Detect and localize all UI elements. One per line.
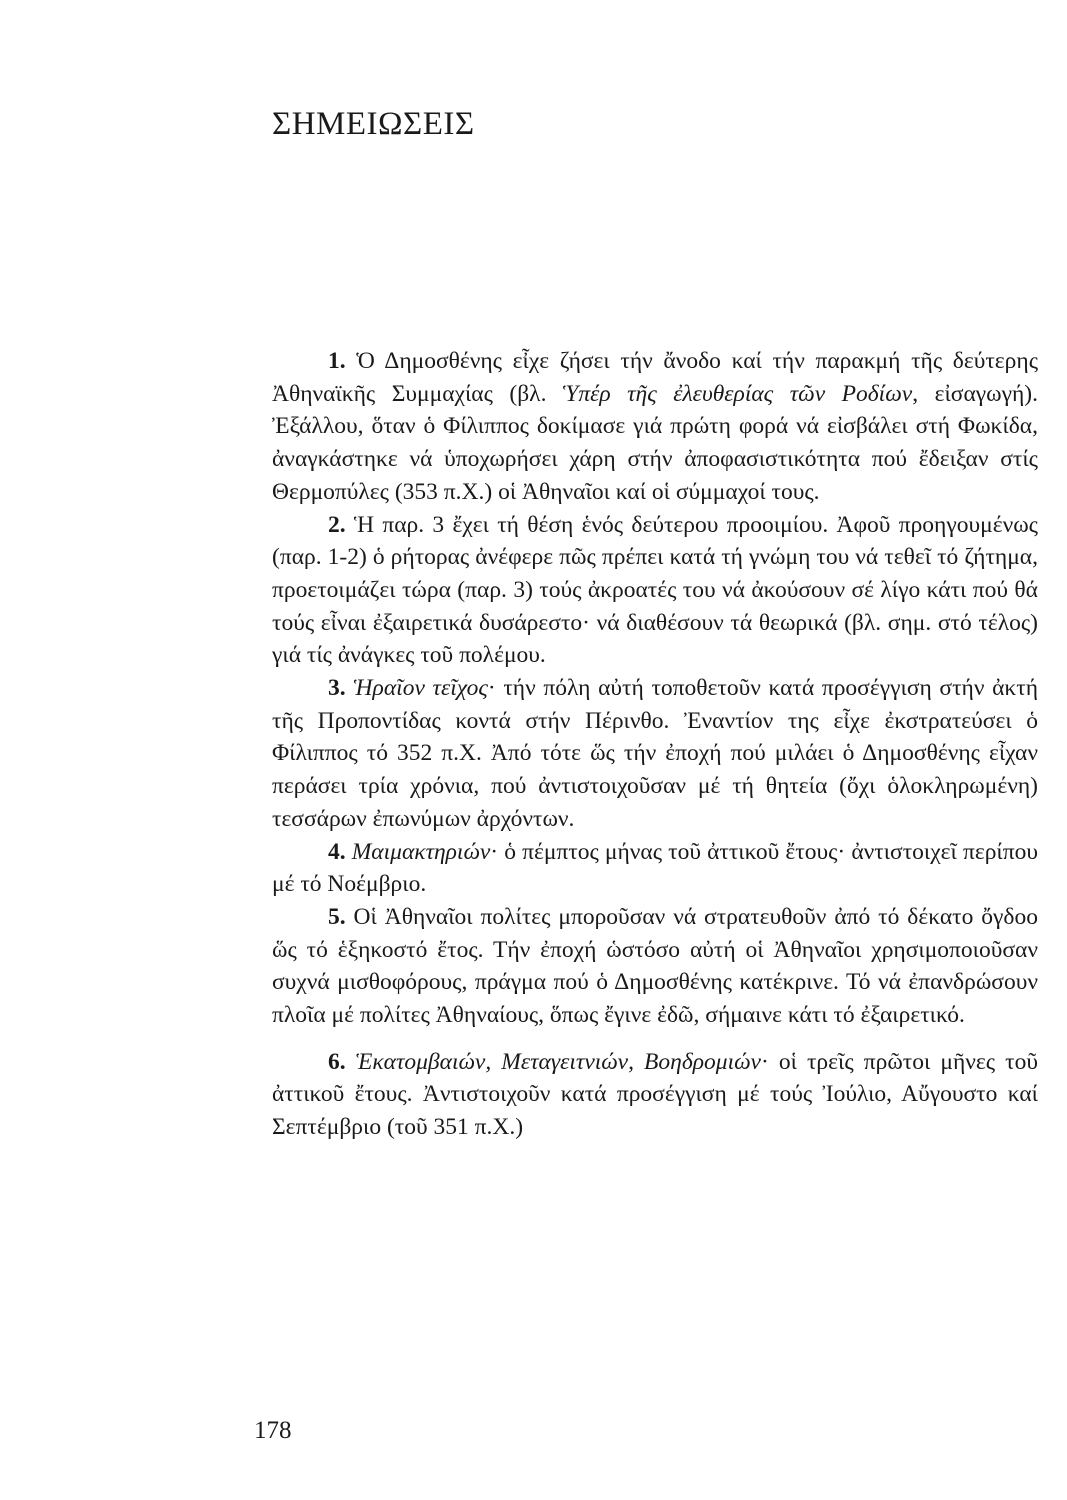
page-heading: ΣΗΜΕΙΩΣΕΙΣ <box>272 106 475 142</box>
note-2 <box>272 509 1038 673</box>
note-text: · τήν πόλη αὐτή τοποθετοῦν κατά προσέγγιση στήν ἀκτή τῆς Προποντίδας κοντά στήν Πέρινθο. Ἐναντίον της εἶχε ἐκστρατεύσει ὁ Φίλιππος τό 352 π.Χ. Ἀπό τότε ὥς τήν ἐποχή πού μιλάει ὁ Δημοσθένης εἶχαν περάσει τρία χρόνια, πού ἀντιστοιχοῦσαν μέ τή θητεία (ὄχι ὁλοκληρωμένη) τεσσάρων ἐπωνύμων ἀρχόντων. <box>272 675 1038 832</box>
note-number: 2. <box>328 511 346 538</box>
note-number: 6. <box>328 1048 346 1075</box>
note-number: 5. <box>328 903 346 930</box>
note-4 <box>272 836 1038 901</box>
note-italic-term: Ἑκατομβαιών, Μεταγειτνιών, Βοηδρομιών <box>355 1048 761 1075</box>
note-text: Οἱ Ἀθηναῖοι πολίτες μποροῦσαν νά στρατευθοῦν ἀπό τό δέκατο ὄγδοο ὥς τό ἑξηκοστό ἔτος. Τήν ἐποχή ὡστόσο αὐτή οἱ Ἀθηναῖοι χρησιμοποιοῦσαν συχνά μισθοφόρους, πράγμα πού ὁ Δημοσθένης κατέκρινε. Τό νά ἐπανδρώσουν πλοῖα μέ πολίτες Ἀθηναίους, ὅπως ἔγινε ἐδῶ, σήμαινε κάτι τό ἐξαιρετικό. <box>272 903 1038 1029</box>
note-number: 1. <box>328 348 346 374</box>
notes-list <box>272 345 1038 1144</box>
note-1 <box>272 345 1038 509</box>
note-italic-term: Ὑπέρ τῆς ἐλευθερίας τῶν Ροδίων <box>562 380 913 407</box>
note-number: 4. <box>328 838 346 865</box>
note-3 <box>272 672 1038 836</box>
note-text: · οἱ τρεῖς πρῶτοι μῆνες τοῦ ἀττικοῦ ἔτους. Ἀντιστοιχοῦν κατά προσέγγιση μέ τούς Ἰούλιο, Αὔγουστο καί Σεπτέμβριο (τοῦ 351 π.Χ.) <box>272 1048 1038 1141</box>
note-text: Ὁ Δημοσθένης εἶχε ζήσει τήν ἄνοδο καί τήν παρακμή τῆς δεύτερης Ἀθηναϊκῆς Συμμαχίας (βλ. <box>272 348 1038 407</box>
note-number: 3. <box>328 675 346 702</box>
note-6 <box>272 1046 1038 1144</box>
page-number: 178 <box>254 1417 292 1444</box>
note-italic-term: Μαιμακτηριών <box>351 838 491 865</box>
note-text: · ὁ πέμπτος μήνας τοῦ ἀττικοῦ ἔτους· ἀντιστοιχεῖ περίπου μέ τό Νοέμβριο. <box>272 838 1038 898</box>
note-text <box>346 1049 356 1075</box>
note-text: , εἰσαγωγή). Ἐξάλλου, ὅταν ὁ Φίλιππος δοκίμασε γιά πρώτη φορά νά εἰσβάλει στή Φωκίδα, ἀναγκάστηκε νά ὑποχωρήσει χάρη στήν ἀποφασιστικότητα πού ἔδειξαν στίς Θερμοπύλες (353 π.Χ.) οἱ Ἀθηναῖοι καί οἱ σύμμαχοί τους. <box>272 380 1039 505</box>
note-italic-term: Ἡραῖον τεῖχος <box>353 675 488 702</box>
note-5 <box>272 901 1038 1032</box>
note-text: Ἡ παρ. 3 ἔχει τή θέση ἑνός δεύτερου προοιμίου. Ἀφοῦ προηγουμένως (παρ. 1-2) ὁ ρήτορας ἀνέφερε πῶς πρέπει κατά τή γνώμη του νά τεθεῖ τό ζήτημα, προετοιμάζει τώρα (παρ. 3) τούς ἀκροατές του νά ἀκούσουν σέ λίγο κάτι πού θά τούς εἶναι ἐξαιρετικά δυσάρεστο· νά διαθέσουν τά θεωρικά (βλ. σημ. στό τέλος) γιά τίς ἀνάγκες τοῦ πολέμου. <box>272 511 1038 669</box>
